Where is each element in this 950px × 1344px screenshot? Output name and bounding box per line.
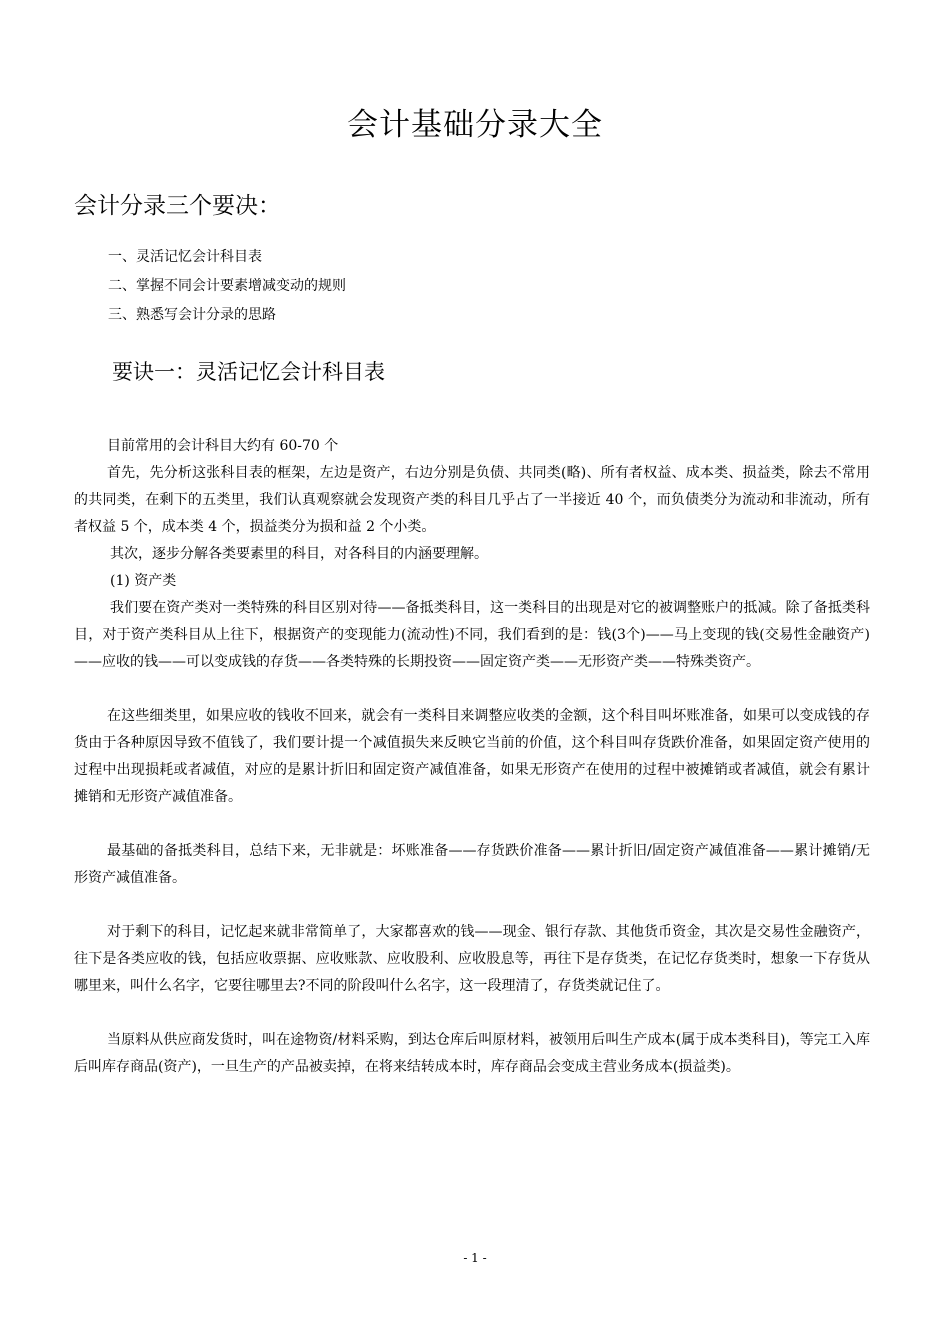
- paragraph: 我们要在资产类对一类特殊的科目区别对待——备抵类科目，这一类科目的出现是对它的被调整账户的抵减。除了备抵类科目，对于资产类科目从上往下，根据资产的变现能力(流动性)不同，我们看到的是：钱(3个)——马上变现的钱(交易性金融资产)——应收的钱——可以变成钱的存货——各类特殊的长期投资——固定资产类——无形资产类——特殊类资产。: [74, 600, 870, 670]
- paragraph: 最基础的备抵类科目，总结下来，无非就是：坏账准备——存货跌价准备——累计折旧/固定资产减值准备——累计摊销/无形资产减值准备。: [74, 843, 870, 886]
- paragraph: 首先，先分析这张科目表的框架，左边是资产，右边分别是负债、共同类(略)、所有者权益、成本类、损益类，除去不常用的共同类，在剩下的五类里，我们认真观察就会发现资产类的科目几乎占了一半接近 40 个，而负债类分为流动和非流动，所有者权益 5 个，成本类 4 个，损益类分为损和益 2 个小类。: [74, 465, 870, 535]
- page-number: - 1 -: [463, 1251, 487, 1265]
- list-item: 一、灵活记忆会计科目表: [108, 249, 262, 265]
- paragraph-gap: [74, 892, 870, 919]
- paragraph: 其次，逐步分解各类要素里的科目，对各科目的内涵要理解。: [110, 546, 488, 562]
- section-heading: 会计分录三个要决：: [74, 193, 281, 219]
- paragraph: 对于剩下的科目，记忆起来就非常简单了，大家都喜欢的钱——现金、银行存款、其他货币资金，其次是交易性金融资产，往下是各类应收的钱，包括应收票据、应收账款、应收股利、应收股息等，再往下是存货类，在记忆存货类时，想象一下存货从哪里来，叫什么名字，它要往哪里去?不同的阶段叫什么名字，这一段理清了，存货类就记住了。: [74, 924, 870, 994]
- paragraph-gap: [74, 811, 870, 838]
- paragraph: 当原料从供应商发货时，叫在途物资/材料采购，到达仓库后叫原材料，被领用后叫生产成本(属于成本类科目)，等完工入库后叫库存商品(资产)，一旦生产的产品被卖掉，在将来结转成本时，库存商品会变成主营业务成本(损益类)。: [74, 1032, 870, 1075]
- list-item: 三、熟悉写会计分录的思路: [108, 307, 276, 323]
- document-title: 会计基础分录大全: [347, 107, 603, 143]
- paragraph: 在这些细类里，如果应收的钱收不回来，就会有一类科目来调整应收类的金额，这个科目叫坏账准备，如果可以变成钱的存货由于各种原因导致不值钱了，我们要计提一个减值损失来反映它当前的价值，这个科目叫存货跌价准备，如果固定资产使用的过程中出现损耗或者减值，对应的是累计折旧和固定资产减值准备，如果无形资产在使用的过程中被摊销或者减值，就会有累计摊销和无形资产减值准备。: [74, 708, 870, 805]
- paragraph: 目前常用的会计科目大约有 60-70 个: [107, 438, 339, 454]
- list-item: 二、掌握不同会计要素增减变动的规则: [108, 278, 346, 294]
- key-points-list: [108, 243, 346, 330]
- paragraph: (1) 资产类: [110, 573, 177, 589]
- body-text: [74, 433, 870, 1081]
- paragraph-gap: [74, 1000, 870, 1027]
- paragraph-gap: [74, 676, 870, 703]
- subsection-heading: 要诀一：灵活记忆会计科目表: [112, 360, 385, 384]
